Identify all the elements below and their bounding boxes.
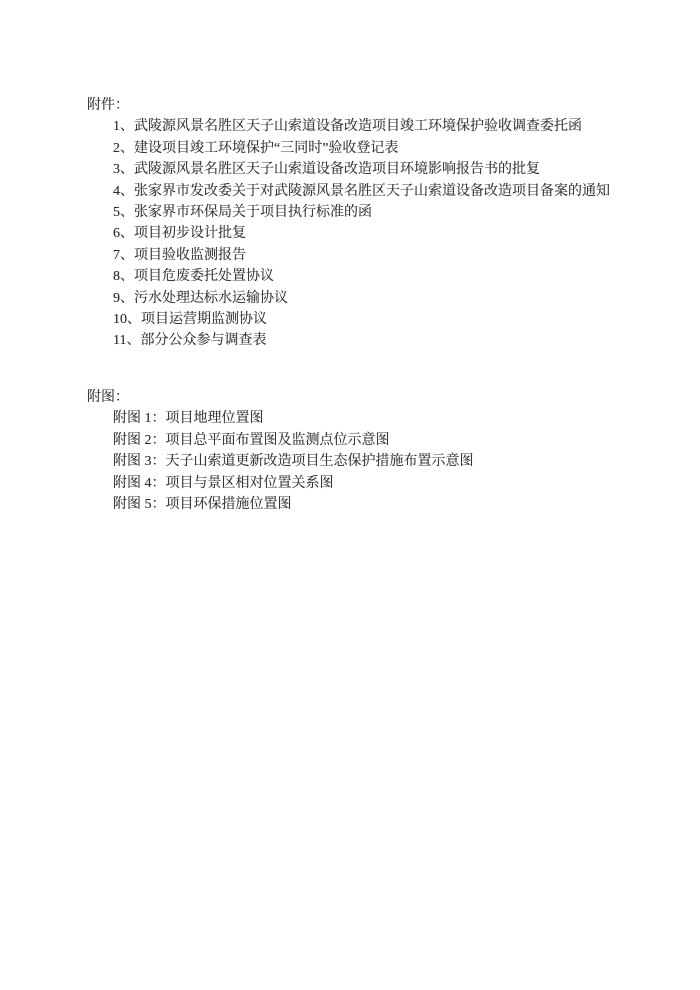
figure-item: 附图 2：项目总平面布置图及监测点位示意图 <box>113 432 390 448</box>
attachment-item: 5、张家界市环保局关于项目执行标准的函 <box>113 205 372 221</box>
figure-item: 附图 3：天子山索道更新改造项目生态保护措施布置示意图 <box>113 454 474 470</box>
attachment-item: 3、武陵源风景名胜区天子山索道设备改造项目环境影响报告书的批复 <box>113 162 540 178</box>
attachment-item: 8、项目危废委托处置协议 <box>113 269 274 285</box>
attachments-heading: 附件： <box>87 98 129 113</box>
attachments-list <box>113 116 660 351</box>
figures-heading: 附图： <box>87 390 129 405</box>
figures-list <box>113 408 660 515</box>
attachment-item: 6、项目初步设计批复 <box>113 226 246 242</box>
figures-section <box>87 387 660 515</box>
attachment-item: 10、项目运营期监测协议 <box>113 312 267 328</box>
attachment-item: 2、建设项目竣工环境保护“三同时”验收登记表 <box>113 140 399 156</box>
attachment-item: 7、项目验收监测报告 <box>113 247 246 263</box>
attachment-item: 1、武陵源风景名胜区天子山索道设备改造项目竣工环境保护验收调查委托函 <box>113 119 582 135</box>
attachment-item: 4、张家界市发改委关于对武陵源风景名胜区天子山索道设备改造项目备案的通知 <box>113 183 610 199</box>
figure-item: 附图 4：项目与景区相对位置关系图 <box>113 475 334 491</box>
figure-item: 附图 1：项目地理位置图 <box>113 411 264 427</box>
figure-item: 附图 5：项目环保措施位置图 <box>113 497 292 513</box>
attachment-item: 11、部分公众参与调查表 <box>113 333 267 349</box>
attachments-section <box>87 95 660 352</box>
attachment-item: 9、污水处理达标水运输协议 <box>113 290 288 306</box>
